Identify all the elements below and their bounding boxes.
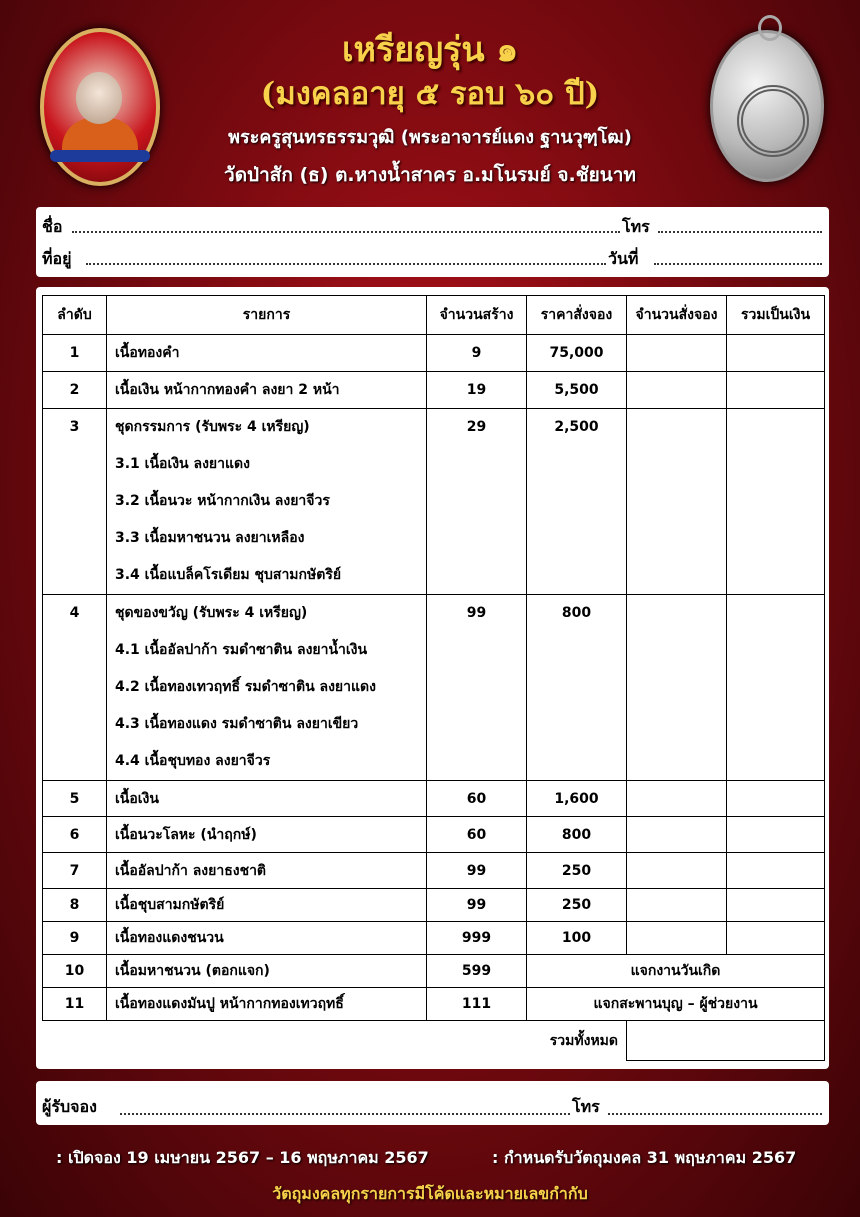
row-no: 11 [43, 988, 107, 1021]
receiver-label: ผู้รับจอง [42, 1097, 97, 1116]
phone-field[interactable] [658, 213, 822, 233]
name-label: ชื่อ [42, 217, 63, 236]
col-header-qty-made: จำนวนสร้าง [427, 296, 527, 335]
row-price: 75,000 [527, 335, 627, 372]
total-label: รวมทั้งหมด [549, 1032, 618, 1049]
row-order-qty-cell[interactable] [627, 889, 727, 922]
row-no: 7 [43, 853, 107, 889]
total-row [43, 1021, 825, 1061]
customer-info-form [36, 207, 829, 277]
col-header-item: รายการ [107, 296, 427, 335]
row-qty: 99 [466, 605, 487, 621]
row-no: 5 [43, 781, 107, 817]
temple-address: วัดป่าสัก (ธ) ต.หางน้ำสาคร อ.มโนรมย์ จ.ชัยนาท [224, 164, 636, 186]
row-note: แจกสะพานบุญ – ผู้ช่วยงาน [527, 988, 825, 1021]
row-item: ชุดของขวัญ (รับพระ 4 เหรียญ) [115, 605, 308, 621]
sub-item: 4.2 เนื้อทองเทวฤทธิ์ รมดำซาติน ลงยาแดง [115, 679, 376, 695]
row-price: 250 [527, 853, 627, 889]
col-header-total: รวมเป็นเงิน [727, 296, 825, 335]
row-qty: 29 [466, 419, 487, 435]
row-qty: 9 [427, 335, 527, 372]
name-field[interactable] [72, 213, 620, 233]
row-order-qty-cell[interactable] [627, 372, 727, 409]
table-row [43, 817, 825, 853]
row-item: เนื้อมหาชนวน (ตอกแจก) [107, 955, 427, 988]
sub-item: 4.1 เนื้ออัลปาก้า รมดำซาติน ลงยาน้ำเงิน [115, 642, 368, 658]
row-no: 9 [43, 922, 107, 955]
row-total-cell[interactable] [727, 335, 825, 372]
row-no: 4 [69, 605, 80, 621]
address-field[interactable] [86, 245, 606, 265]
receiver-form [36, 1081, 829, 1125]
footer-note: วัตถุมงคลทุกรายการมีโค้ดและหมายเลขกำกับ [272, 1184, 588, 1203]
row-order-qty-cell[interactable] [627, 853, 727, 889]
sub-item: 4.3 เนื้อทองแดง รมดำซาติน ลงยาเขียว [115, 716, 359, 732]
row-qty: 99 [427, 853, 527, 889]
row-qty: 19 [427, 372, 527, 409]
receive-date: : กำหนดรับวัตถุมงคล 31 พฤษภาคม 2567 [492, 1148, 797, 1167]
table-row [43, 781, 825, 817]
col-header-price: ราคาสั่งจอง [527, 296, 627, 335]
row-item: เนื้อชุบสามกษัตริย์ [107, 889, 427, 922]
order-table [42, 295, 825, 1061]
row-total-cell[interactable] [727, 853, 825, 889]
row-item: เนื้อนวะโลหะ (นำฤกษ์) [107, 817, 427, 853]
row-order-qty-cell[interactable] [627, 781, 727, 817]
row-price: 250 [527, 889, 627, 922]
row-order-qty-cell[interactable] [627, 409, 727, 595]
row-qty: 599 [427, 955, 527, 988]
grand-total-cell[interactable] [627, 1021, 825, 1061]
medal-ribbon [50, 150, 150, 162]
col-header-qty-order: จำนวนสั่งจอง [627, 296, 727, 335]
row-no: 2 [43, 372, 107, 409]
row-item: เนื้อทองแดงชนวน [107, 922, 427, 955]
page-subtitle: (มงคลอายุ ๕ รอบ ๖๐ ปี) [260, 76, 600, 112]
row-price: 100 [527, 922, 627, 955]
table-row [43, 988, 825, 1021]
row-qty: 111 [427, 988, 527, 1021]
table-row [43, 853, 825, 889]
sub-item: 3.3 เนื้อมหาชนวน ลงยาเหลือง [115, 530, 305, 546]
set-items [107, 595, 427, 781]
row-item: เนื้ออัลปาก้า ลงยาธงชาติ [107, 853, 427, 889]
row-total-cell[interactable] [727, 781, 825, 817]
set-items [107, 409, 427, 595]
row-item: เนื้อเงิน หน้ากากทองคำ ลงยา 2 หน้า [107, 372, 427, 409]
row-order-qty-cell[interactable] [627, 595, 727, 781]
receiver-phone-field[interactable] [608, 1095, 822, 1115]
table-row [43, 335, 825, 372]
row-total-cell[interactable] [727, 409, 825, 595]
row-price: 800 [561, 605, 592, 621]
row-price: 5,500 [527, 372, 627, 409]
table-row [43, 889, 825, 922]
row-qty: 60 [427, 781, 527, 817]
name-row [42, 213, 822, 243]
booking-period: : เปิดจอง 19 เมษายน 2567 – 16 พฤษภาคม 2567 [56, 1148, 429, 1167]
row-qty: 60 [427, 817, 527, 853]
table-header-row [43, 296, 825, 335]
page-title: เหรียญรุ่น ๑ [341, 30, 519, 70]
row-item: เนื้อทองแดงมันปู หน้ากากทองเทวฤทธิ์ [107, 988, 427, 1021]
address-row [42, 245, 822, 275]
row-item: เนื้อทองคำ [107, 335, 427, 372]
row-total-cell[interactable] [727, 372, 825, 409]
row-price: 800 [527, 817, 627, 853]
row-total-cell[interactable] [727, 889, 825, 922]
row-order-qty-cell[interactable] [627, 335, 727, 372]
row-no: 3 [69, 419, 80, 435]
row-no: 8 [43, 889, 107, 922]
row-total-cell[interactable] [727, 595, 825, 781]
row-price: 1,600 [527, 781, 627, 817]
monk-name: พระครูสุนทรธรรมวุฒิ (พระอาจารย์แดง ฐานวุฑฺโฒ) [228, 127, 632, 148]
sub-item: 3.4 เนื้อแบล็คโรเดียม ชุบสามกษัตริย์ [115, 567, 342, 583]
table-row [43, 922, 825, 955]
row-no: 6 [43, 817, 107, 853]
header [0, 0, 860, 200]
row-no: 1 [43, 335, 107, 372]
receiver-field[interactable] [120, 1095, 570, 1115]
row-qty: 999 [427, 922, 527, 955]
sub-item: 4.4 เนื้อชุบทอง ลงยาจีวร [115, 753, 271, 769]
table-row-set [43, 595, 825, 781]
receiver-phone-label: โทร [572, 1097, 600, 1116]
row-order-qty-cell[interactable] [627, 922, 727, 955]
date-field[interactable] [654, 245, 822, 265]
row-item: เนื้อเงิน [107, 781, 427, 817]
phone-label: โทร [622, 217, 650, 236]
row-note: แจกงานวันเกิด [527, 955, 825, 988]
row-total-cell[interactable] [727, 922, 825, 955]
table-row [43, 955, 825, 988]
row-qty: 99 [427, 889, 527, 922]
sub-item: 3.2 เนื้อนวะ หน้ากากเงิน ลงยาจีวร [115, 493, 330, 509]
row-total-cell[interactable] [727, 817, 825, 853]
row-item: ชุดกรรมการ (รับพระ 4 เหรียญ) [115, 419, 310, 435]
table-row [43, 372, 825, 409]
order-table-panel [36, 287, 829, 1069]
sub-item: 3.1 เนื้อเงิน ลงยาแดง [115, 456, 250, 472]
col-header-no: ลำดับ [43, 296, 107, 335]
row-price: 2,500 [554, 419, 599, 435]
date-label: วันที่ [608, 249, 639, 268]
table-row-set [43, 409, 825, 595]
address-label: ที่อยู่ [42, 249, 72, 268]
row-no: 10 [43, 955, 107, 988]
row-order-qty-cell[interactable] [627, 817, 727, 853]
